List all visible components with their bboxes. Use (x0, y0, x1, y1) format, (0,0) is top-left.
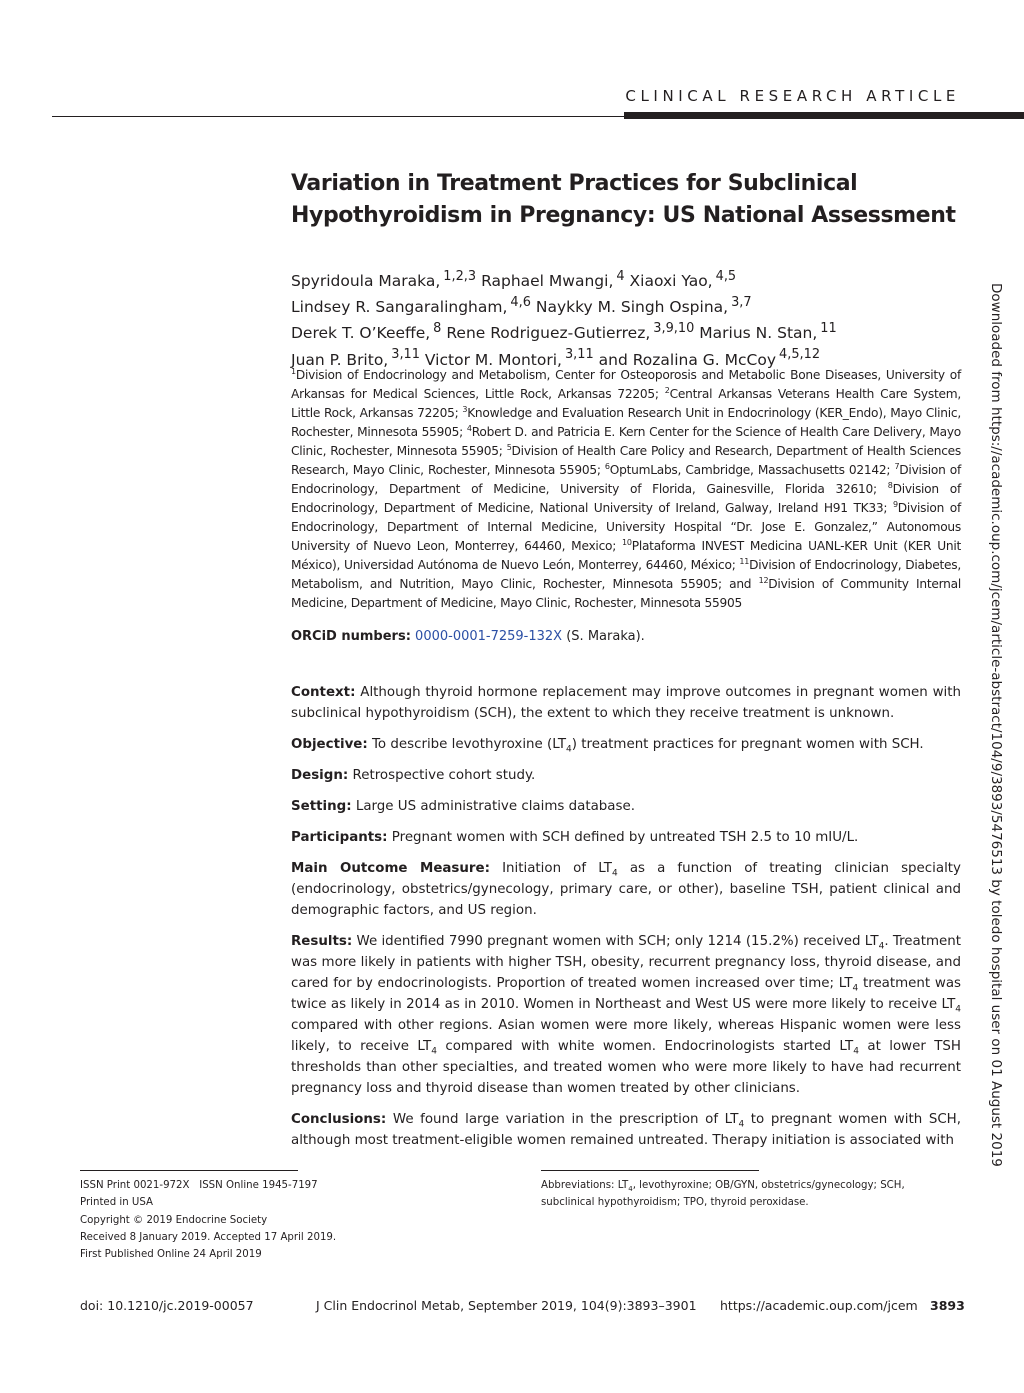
author: Naykky M. Singh Ospina, (535, 298, 729, 317)
published-line: First Published Online 24 April 2019 (80, 1249, 262, 1261)
author: Derek T. O’Keeffe, (291, 324, 431, 343)
affiliation-text: Central Arkansas Veterans Health Care System, Little Rock, Arkansas 72205; (291, 387, 962, 420)
header-rule-thin (52, 116, 624, 117)
abstract-conclusions: Conclusions: We found large variation in the prescription of $LT_4$ to pregnant women with SCH, although most treatment-eligible women remained untreated. Therapy initiation is associated with (291, 1112, 961, 1148)
affiliation-marker: 2 (664, 385, 670, 395)
affiliation-marker: 7 (894, 461, 900, 471)
article-title: Variation in Treatment Practices for Subclinical Hypothyroidism in Pregnancy: US National Assessment (291, 171, 956, 228)
orcid-link[interactable]: 0000-0001-7259-132X (415, 629, 563, 644)
section-label: CLINICAL RESEARCH ARTICLE (625, 87, 960, 105)
affiliation-marker: 8 (887, 480, 893, 490)
abstract-outcome: Main Outcome Measure: Initiation of $LT_4$ as a function of treating clinician specialty (endocrinology, obstetrics/gynecology, primary care, or other), baseline TSH, patient clinical and demographic factors, and US region. (291, 861, 961, 918)
author-affiliation-marker: 4,6 (510, 295, 531, 311)
author-affiliation-marker: 3,11 (564, 347, 594, 363)
author-affiliation-marker: 4 (616, 269, 625, 284)
affiliation-text: Division of Endocrinology and Metabolism, Center for Osteoporosis and Metabolic Bone Diseases, University of Arkansas for Medical Sciences, Little Rock, Arkansas 72205; (291, 368, 961, 401)
affiliation-marker: 12 (758, 575, 769, 585)
affiliation-text: Plataforma INVEST Medicina UANL-KER Unit (KER Unit México), Universidad Autónoma de Nuevo León, Monterrey, 64460, México; (291, 539, 962, 572)
affiliation-text: OptumLabs, Cambridge, Massachusetts 02142; (609, 463, 891, 477)
author-affiliation-marker: 3,7 (731, 295, 752, 311)
received-line: Received 8 January 2019. Accepted 17 April 2019. (80, 1231, 337, 1243)
author: Marius N. Stan, (699, 324, 818, 343)
page-number: 3893 (930, 1298, 965, 1313)
affiliation-marker: 11 (739, 556, 750, 566)
affiliation-text: Division of Endocrinology, Department of Medicine, University of Florida, Gainesville, Florida 32610; (291, 463, 962, 496)
issn-line: ISSN Print 0021-972X ISSN Online 1945-7197 (80, 1180, 318, 1191)
author-affiliation-marker: 3,9,10 (653, 321, 695, 337)
affiliation-marker: 5 (506, 442, 512, 452)
copyright-line: Copyright © 2019 Endocrine Society (80, 1214, 268, 1226)
author: Victor M. Montori, (424, 350, 562, 369)
affiliation-text: Robert D. and Patricia E. Kern Center for the Science of Health Care Delivery, Mayo Clinic, Rochester, Minnesota 55905; (291, 425, 962, 458)
author: Raphael Mwangi, (481, 272, 614, 291)
footnote-rule-right (541, 1170, 759, 1171)
orcid-label: ORCiD numbers: (291, 629, 411, 644)
affiliation-text: Division of Community Internal Medicine, Department of Medicine, Mayo Clinic, Rochester, Minnesota 55905 (291, 577, 961, 610)
footnote-rule-left (80, 1170, 298, 1171)
doi: doi: 10.1210/jc.2019-00057 (80, 1298, 254, 1313)
affiliation-marker: 1 (291, 366, 296, 376)
affiliation-marker: 9 (892, 499, 898, 509)
affiliation-text: Division of Endocrinology, Department of Internal Medicine, University Hospital “Dr. Jose E. Gonzalez,” Autonomous University of Nuevo Leon, Monterrey, 64460, Mexico; (291, 501, 962, 553)
affiliation-text: Division of Health Care Policy and Research, Department of Health Sciences Research, Mayo Clinic, Rochester, Minnesota 55905; (291, 444, 962, 477)
abstract-participants: Participants: Pregnant women with SCH defined by untreated TSH 2.5 to 10 mIU/L. (291, 830, 859, 845)
author-affiliation-marker: 8 (433, 321, 442, 337)
abstract-setting: Setting: Large US administrative claims database. (291, 799, 635, 814)
abstract-results: Results: We identified 7990 pregnant women with SCH; only 1214 (15.2%) received $LT_4$. Treatment was more likely in patients with higher TSH, obesity, recurrent pregnancy loss, thyroid disease, and cared for by endocrinologists. Proportion of treated women increased over time; $LT_4$ treatment was twice as likely in 2014 as in 2010. Women in Northeast and West US were more likely to receive $LT_4$ compared with other regions. Asian women were more likely, whereas Hispanic women were less likely, to receive $LT_4$ compared with white women. Endocrinologists started $LT_4$ at lower TSH thresholds than other specialties, and treated women who were more likely to have had recurrent pregnancy loss and thyroid disease than women treated by other clinicians. (291, 934, 961, 1096)
author-list (291, 266, 971, 371)
affiliation-marker: 4 (466, 423, 472, 433)
abstract-objective: Objective: To describe levothyroxine $(LT_4)$ treatment practices for pregnant women with SCH. (291, 737, 924, 755)
abstract-context: Context: Although thyroid hormone replacement may improve outcomes in pregnant women with subclinical hypothyroidism (SCH), the extent to which they receive treatment is unknown. (291, 685, 961, 721)
author: Spyridoula Maraka, (291, 272, 441, 291)
abbreviations-note: Abbreviations: $LT_4$, levothyroxine; OB/GYN, obstetrics/gynecology; SCH, subclinical hypothyroidism; TPO, thyroid peroxidase. (541, 1180, 905, 1208)
author-affiliation-marker: 4,5 (715, 269, 737, 284)
affiliation-marker: 3 (462, 404, 468, 414)
author: Juan P. Brito, (291, 350, 389, 369)
affiliation-text: Knowledge and Evaluation Research Unit in Endocrinology (KER_Endo), Mayo Clinic, Rochester, Minnesota 55905; (291, 406, 961, 439)
journal-url[interactable]: https://academic.oup.com/jcem (720, 1298, 918, 1313)
journal-citation: J Clin Endocrinol Metab, September 2019, 104(9):3893–3901 (316, 1298, 697, 1313)
download-notice: Downloaded from https://academic.oup.com/jcem/article-abstract/104/9/3893/5476513 by toledo hospital user on 01 August 2019 (988, 283, 1004, 1167)
abstract-design: Design: Retrospective cohort study. (291, 768, 536, 783)
orcid-suffix: (S. Maraka). (566, 629, 645, 644)
author-affiliation-marker: 3,11 (391, 347, 420, 363)
author-affiliation-marker: 1,2,3 (443, 269, 477, 284)
abstract (291, 682, 961, 1161)
orcid-line (291, 629, 961, 644)
affiliation-marker: 6 (604, 461, 610, 471)
affiliation-text: Division of Endocrinology, Department of Medicine, National University of Ireland, Galway, Ireland H91 TK33; (291, 482, 961, 515)
affiliations (291, 366, 961, 613)
header-rule-thick (624, 112, 1024, 119)
author: Lindsey R. Sangaralingham, (291, 298, 508, 317)
publication-info (80, 1177, 380, 1263)
author: and Rozalina G. McCoy (598, 350, 777, 369)
author-affiliation-marker: 4,5,12 (779, 347, 821, 363)
affiliation-marker: 10 (622, 537, 632, 547)
affiliation-text: Division of Endocrinology, Diabetes, Metabolism, and Nutrition, Mayo Clinic, Rochester, Minnesota 55905; and (291, 558, 961, 591)
page-footer (80, 1298, 965, 1316)
author: Xiaoxi Yao, (629, 272, 713, 291)
author: Rene Rodriguez-Gutierrez, (446, 324, 651, 343)
author-affiliation-marker: 11 (820, 321, 837, 337)
printed-line: Printed in USA (80, 1197, 154, 1209)
